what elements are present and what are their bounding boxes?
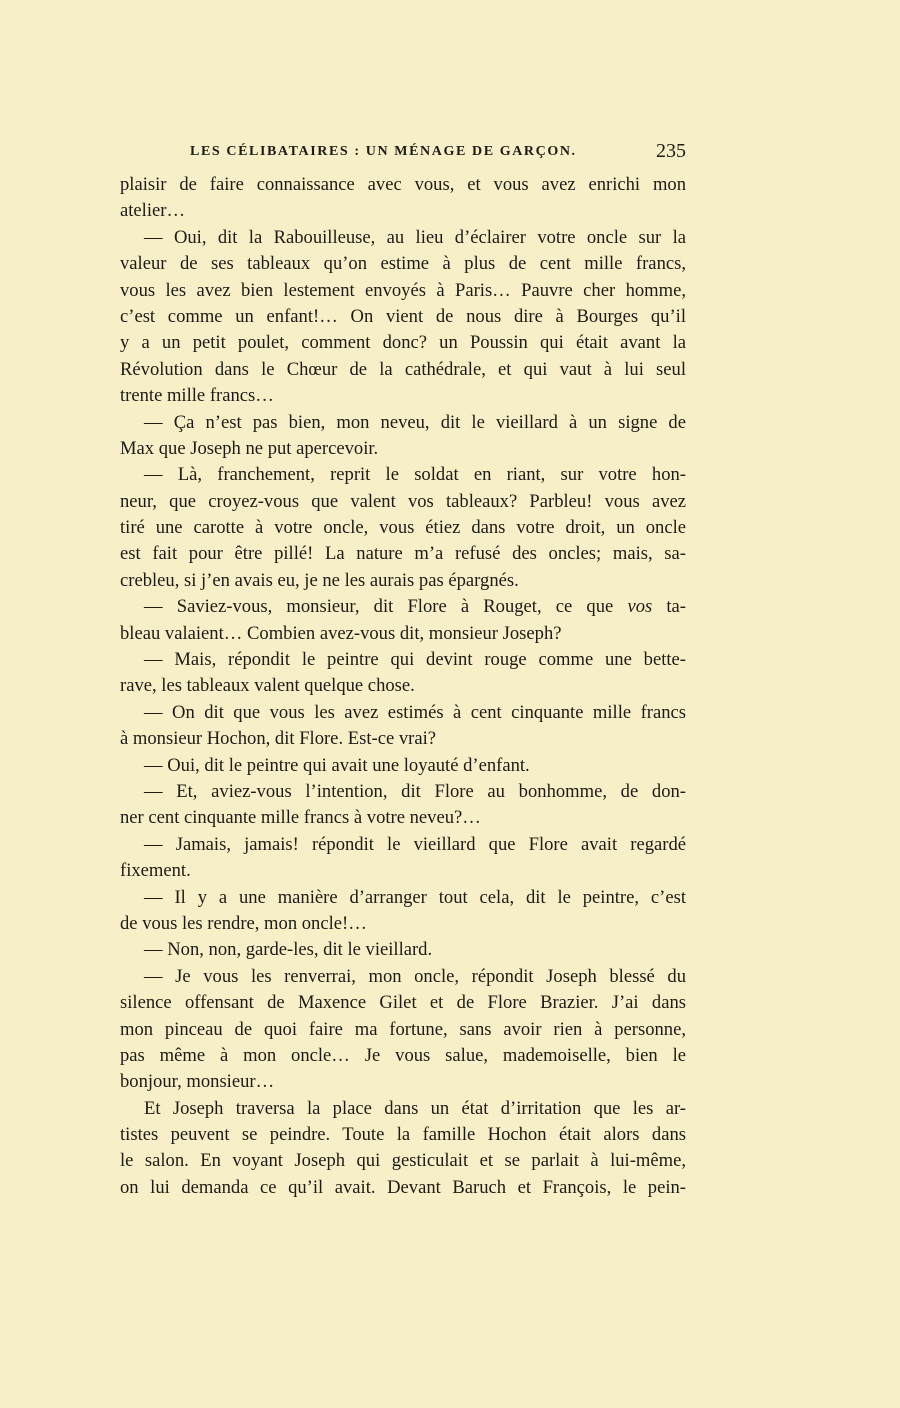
text-line — [120, 1096, 686, 1122]
text-line — [120, 278, 686, 304]
running-title: LES CÉLIBATAIRES : UN MÉNAGE DE GARÇON. — [190, 144, 577, 159]
text-line-content: — Oui, dit la Rabouilleuse, au lieu d’éclairer votre oncle sur la — [144, 226, 686, 248]
text-line — [120, 779, 686, 805]
text-line-content: on lui demanda ce qu’il avait. Devant Baruch et François, le pein- — [120, 1176, 686, 1198]
text-line — [120, 172, 686, 198]
text-line — [120, 1017, 686, 1043]
text-line-content: bonjour, monsieur… — [120, 1071, 275, 1093]
text-line-content: — Oui, dit le peintre qui avait une loyauté d’enfant. — [144, 754, 530, 776]
text-line — [120, 673, 686, 699]
text-line — [120, 594, 686, 620]
text-line-content: atelier… — [120, 200, 186, 222]
text-line — [120, 304, 686, 330]
text-line — [120, 621, 686, 647]
text-line — [120, 726, 686, 752]
text-line — [120, 357, 686, 383]
text-line — [120, 911, 686, 937]
text-line-content: Révolution dans le Chœur de la cathédrale, et qui vaut à lui seul — [120, 358, 686, 380]
text-line — [120, 885, 686, 911]
text-line-tail: ta- — [652, 596, 686, 618]
text-line — [120, 805, 686, 831]
text-line — [120, 647, 686, 673]
text-line — [120, 436, 686, 462]
text-line — [120, 198, 686, 224]
text-line-content: rave, les tableaux valent quelque chose. — [120, 675, 415, 697]
text-line-content: valeur de ses tableaux qu’on estime à plus de cent mille francs, — [120, 253, 686, 275]
text-line — [120, 489, 686, 515]
text-line — [120, 1175, 686, 1201]
text-line-content: est fait pour être pillé! La nature m’a refusé des oncles; mais, sa- — [120, 543, 686, 565]
italic-word: vos — [627, 596, 653, 618]
text-line — [120, 1069, 686, 1095]
page-number: 235 — [656, 140, 686, 162]
text-line-content: neur, que croyez-vous que valent vos tableaux? Parbleu! vous avez — [120, 490, 686, 512]
text-line — [120, 937, 686, 963]
text-line-content: tiré une carotte à votre oncle, vous étiez dans votre droit, un oncle — [120, 517, 686, 539]
text-line — [120, 1043, 686, 1069]
text-line — [120, 330, 686, 356]
text-line-content: Max que Joseph ne put apercevoir. — [120, 437, 379, 459]
text-line — [120, 410, 686, 436]
text-line — [120, 858, 686, 884]
text-line — [120, 383, 686, 409]
text-line — [120, 462, 686, 488]
text-line — [120, 700, 686, 726]
text-line — [120, 568, 686, 594]
text-line-content: — Il y a une manière d’arranger tout cela, dit le peintre, c’est — [144, 886, 686, 908]
text-line-content: — Ça n’est pas bien, mon neveu, dit le vieillard à un signe de — [144, 411, 686, 433]
text-line-content: c’est comme un enfant!… On vient de nous dire à Bourges qu’il — [120, 305, 686, 327]
text-line-content: tistes peuvent se peindre. Toute la famille Hochon était alors dans — [120, 1124, 686, 1146]
text-line-content: fixement. — [120, 860, 191, 882]
running-header — [120, 142, 686, 164]
text-line-content: — On dit que vous les avez estimés à cent cinquante mille francs — [144, 701, 686, 723]
text-line-content: y a un petit poulet, comment donc? un Poussin qui était avant la — [120, 332, 686, 354]
text-line-content: à monsieur Hochon, dit Flore. Est-ce vrai? — [120, 728, 437, 750]
text-line-content: de vous les rendre, mon oncle!… — [120, 912, 367, 934]
text-line-content: pas même à mon oncle… Je vous salue, mademoiselle, bien le — [120, 1044, 686, 1066]
text-line — [120, 225, 686, 251]
text-line — [120, 832, 686, 858]
text-line-content: — Mais, répondit le peintre qui devint rouge comme une bette- — [144, 649, 686, 671]
text-line-content: — Saviez-vous, monsieur, dit Flore à Rouget, ce que — [144, 596, 628, 618]
text-line — [120, 251, 686, 277]
text-line-content: plaisir de faire connaissance avec vous, et vous avez enrichi mon — [120, 174, 686, 195]
text-line — [120, 1122, 686, 1148]
text-line-content: silence offensant de Maxence Gilet et de Flore Brazier. J’ai dans — [120, 992, 686, 1014]
text-line-content: crebleu, si j’en avais eu, je ne les aurais pas épargnés. — [120, 569, 519, 591]
text-line — [120, 515, 686, 541]
text-line-content: trente mille francs… — [120, 385, 274, 407]
text-line — [120, 753, 686, 779]
text-line-content: ner cent cinquante mille francs à votre neveu?… — [120, 807, 481, 829]
text-line — [120, 964, 686, 990]
text-line-content: — Là, franchement, reprit le soldat en riant, sur votre hon- — [144, 464, 686, 486]
text-line — [120, 990, 686, 1016]
text-line-content: le salon. En voyant Joseph qui gesticulait et se parlait à lui-même, — [120, 1150, 686, 1172]
text-line — [120, 541, 686, 567]
text-line-content: bleau valaient… Combien avez-vous dit, monsieur Joseph? — [120, 622, 562, 644]
text-line-content: — Non, non, garde-les, dit le vieillard. — [144, 939, 433, 961]
text-line-content: — Je vous les renverrai, mon oncle, répondit Joseph blessé du — [144, 965, 686, 987]
text-line-content: — Et, aviez-vous l’intention, dit Flore au bonhomme, de don- — [144, 780, 686, 802]
text-line-content: vous les avez bien lestement envoyés à Paris… Pauvre cher homme, — [120, 279, 686, 301]
text-line — [120, 1148, 686, 1174]
text-line-content: mon pinceau de quoi faire ma fortune, sans avoir rien à personne, — [120, 1018, 686, 1040]
text-line-content: Et Joseph traversa la place dans un état d’irritation que les ar- — [144, 1097, 686, 1119]
text-line-content: — Jamais, jamais! répondit le vieillard que Flore avait regardé — [144, 833, 686, 855]
body-text — [120, 172, 686, 1201]
